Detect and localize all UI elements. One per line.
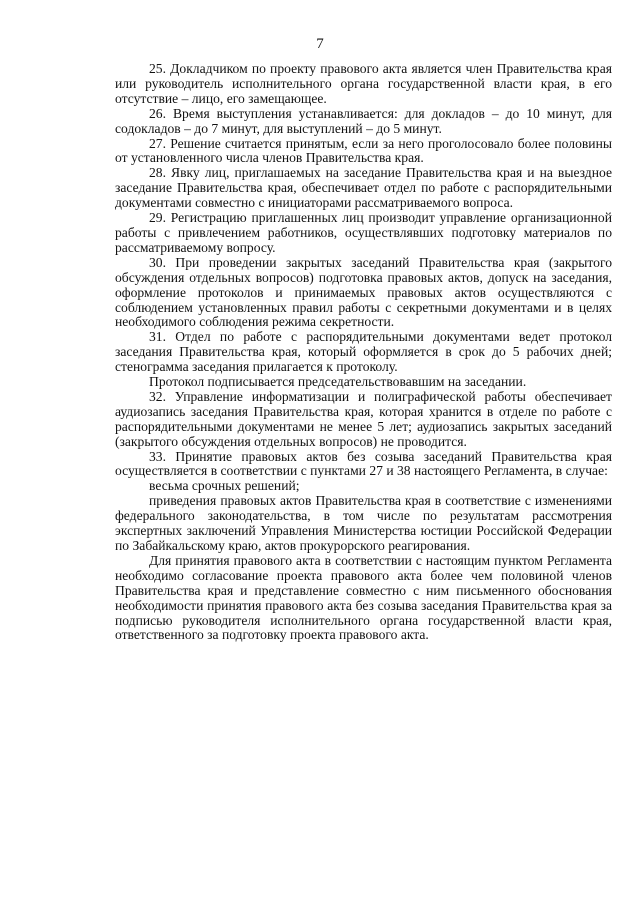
paragraph-26: 26. Время выступления устанавливается: для докладов – до 10 минут, для содокладов – до 7 минут, для выступлений – до 5 минут. bbox=[115, 105, 612, 136]
paragraph-33-case-urgent: весьма срочных решений; bbox=[149, 478, 300, 494]
paragraph-28: 28. Явку лиц, приглашаемых на заседание Правительства края и на выездное заседание Правительства края, обеспечивает отдел по работе с распорядительными документами совместно с инициаторами рассматриваемого вопроса. bbox=[115, 165, 612, 211]
paragraph-33: 33. Принятие правовых актов без созыва заседаний Правительства края осуществляется в соответствии с пунктами 27 и 38 настоящего Регламента, в случае: bbox=[115, 448, 612, 479]
paragraph-29: 29. Регистрацию приглашенных лиц производит управление организационной работы с привлечением работников, осуществлявших подготовку материалов по рассматриваемому вопросу. bbox=[115, 210, 612, 255]
paragraph-33-case-alignment: приведения правовых актов Правительства края в соответствие с изменениями федерального законодательства, в том числе по результатам рассмотрения экспертных заключений Управления Министерства юстиции Российской Федерации по Забайкальскому краю, актов прокурорского реагирования. bbox=[115, 493, 612, 553]
page-number: 7 bbox=[316, 36, 324, 52]
paragraph-33-approval-requirement: Для принятия правового акта в соответствии с настоящим пунктом Регламента необходимо согласование проекта правового акта более чем половиной членов Правительства края и представление совместно с ним письменного обоснования необходимости принятия правового акта без созыва заседания Правительства края за подписью руководителя исполнительного органа государственной власти края, ответственного за подготовку проекта правового акта. bbox=[115, 552, 612, 643]
paragraph-31-protocol-signing: Протокол подписывается председательствовавшим на заседании. bbox=[149, 374, 527, 390]
paragraph-30: 30. При проведении закрытых заседаний Правительства края (закрытого обсуждения отдельных вопросов) подготовка правовых актов, допуск на заседания, оформление протоколов и принимаемых правовых актов осуществляются с соблюдением установленных правил работы с секретными документами и в целях необходимого соблюдения режима секретности. bbox=[115, 254, 612, 330]
document-body bbox=[115, 62, 612, 643]
paragraph-25: 25. Докладчиком по проекту правового акта является член Правительства края или руководитель исполнительного органа государственной власти края, в его отсутствие – лицо, его замещающее. bbox=[115, 61, 612, 106]
paragraph-31: 31. Отдел по работе с распорядительными документами ведет протокол заседания Правительства края, который оформляется в срок до 5 рабочих дней; стенограмма заседания прилагается к протоколу. bbox=[115, 329, 612, 375]
paragraph-27: 27. Решение считается принятым, если за него проголосовало более половины от установленного числа членов Правительства края. bbox=[115, 135, 612, 166]
paragraph-32: 32. Управление информатизации и полиграфической работы обеспечивает аудиозапись заседания Правительства края, которая хранится в отделе по работе с распорядительными документами не менее 5 лет; аудиозапись закрытых заседаний (закрытого обсуждения отдельных вопросов) не проводится. bbox=[115, 388, 612, 449]
